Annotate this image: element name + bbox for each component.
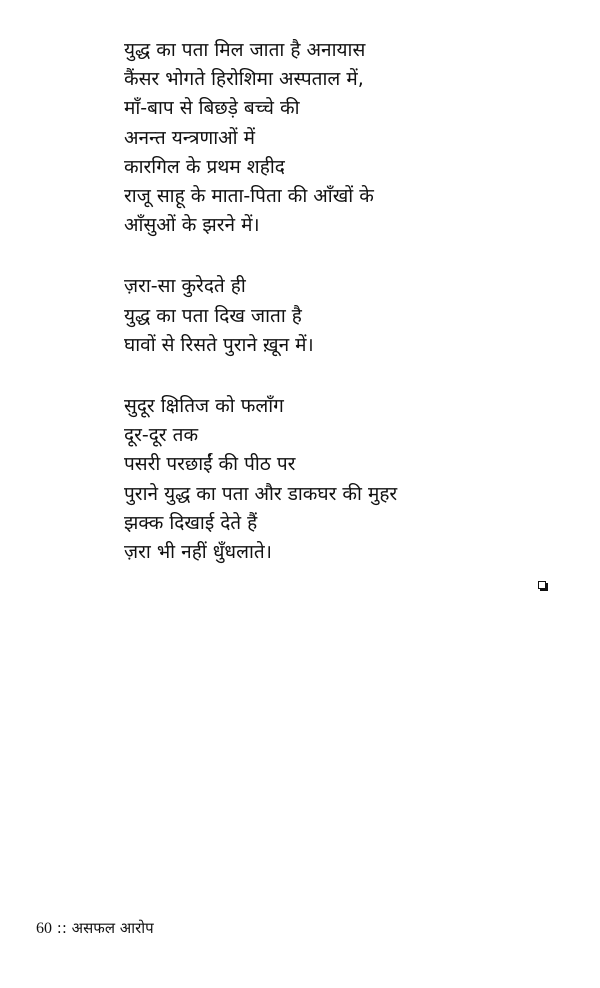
poem-line: ज़रा-सा कुरेदते ही bbox=[124, 275, 246, 298]
poem-line: युद्ध का पता मिल जाता है अनायास bbox=[124, 39, 366, 61]
poem-line: राजू साहू के माता-पिता की आँखों के bbox=[124, 185, 374, 208]
poem-line: घावों से रिसते पुराने ख़ून में। bbox=[124, 333, 314, 356]
stanza-1 bbox=[124, 36, 544, 240]
poem-line: पसरी परछाईं की पीठ पर bbox=[124, 453, 296, 476]
poem-line: युद्ध का पता दिख जाता है bbox=[124, 304, 302, 327]
stanza-2 bbox=[124, 272, 544, 360]
poem bbox=[124, 36, 544, 599]
footer-separator: :: bbox=[56, 919, 67, 937]
page-number: 60 bbox=[36, 920, 52, 937]
poem-line: कैंसर भोगते हिरोशिमा अस्पताल में, bbox=[124, 68, 364, 91]
page-footer bbox=[36, 918, 154, 939]
poem-line: अनन्त यन्त्रणाओं में bbox=[124, 126, 255, 149]
book-title: असफल आरोप bbox=[71, 919, 154, 937]
poem-line: आँसुओं के झरने में। bbox=[124, 214, 260, 237]
poem-line: ज़रा भी नहीं धुँधलाते। bbox=[124, 541, 272, 564]
poem-line: माँ-बाप से बिछड़े बच्चे की bbox=[124, 97, 300, 120]
poem-line: दूर-दूर तक bbox=[124, 424, 199, 447]
stanza-3 bbox=[124, 392, 544, 567]
poem-line: कारगिल के प्रथम शहीद bbox=[124, 155, 285, 178]
poem-line: झक्क दिखाई देते हैं bbox=[124, 511, 258, 534]
end-of-poem-square-icon bbox=[538, 581, 546, 589]
poem-line: सुदूर क्षितिज को फलाँग bbox=[124, 395, 284, 418]
poem-line: पुराने युद्ध का पता और डाकघर की मुहर bbox=[124, 482, 398, 505]
